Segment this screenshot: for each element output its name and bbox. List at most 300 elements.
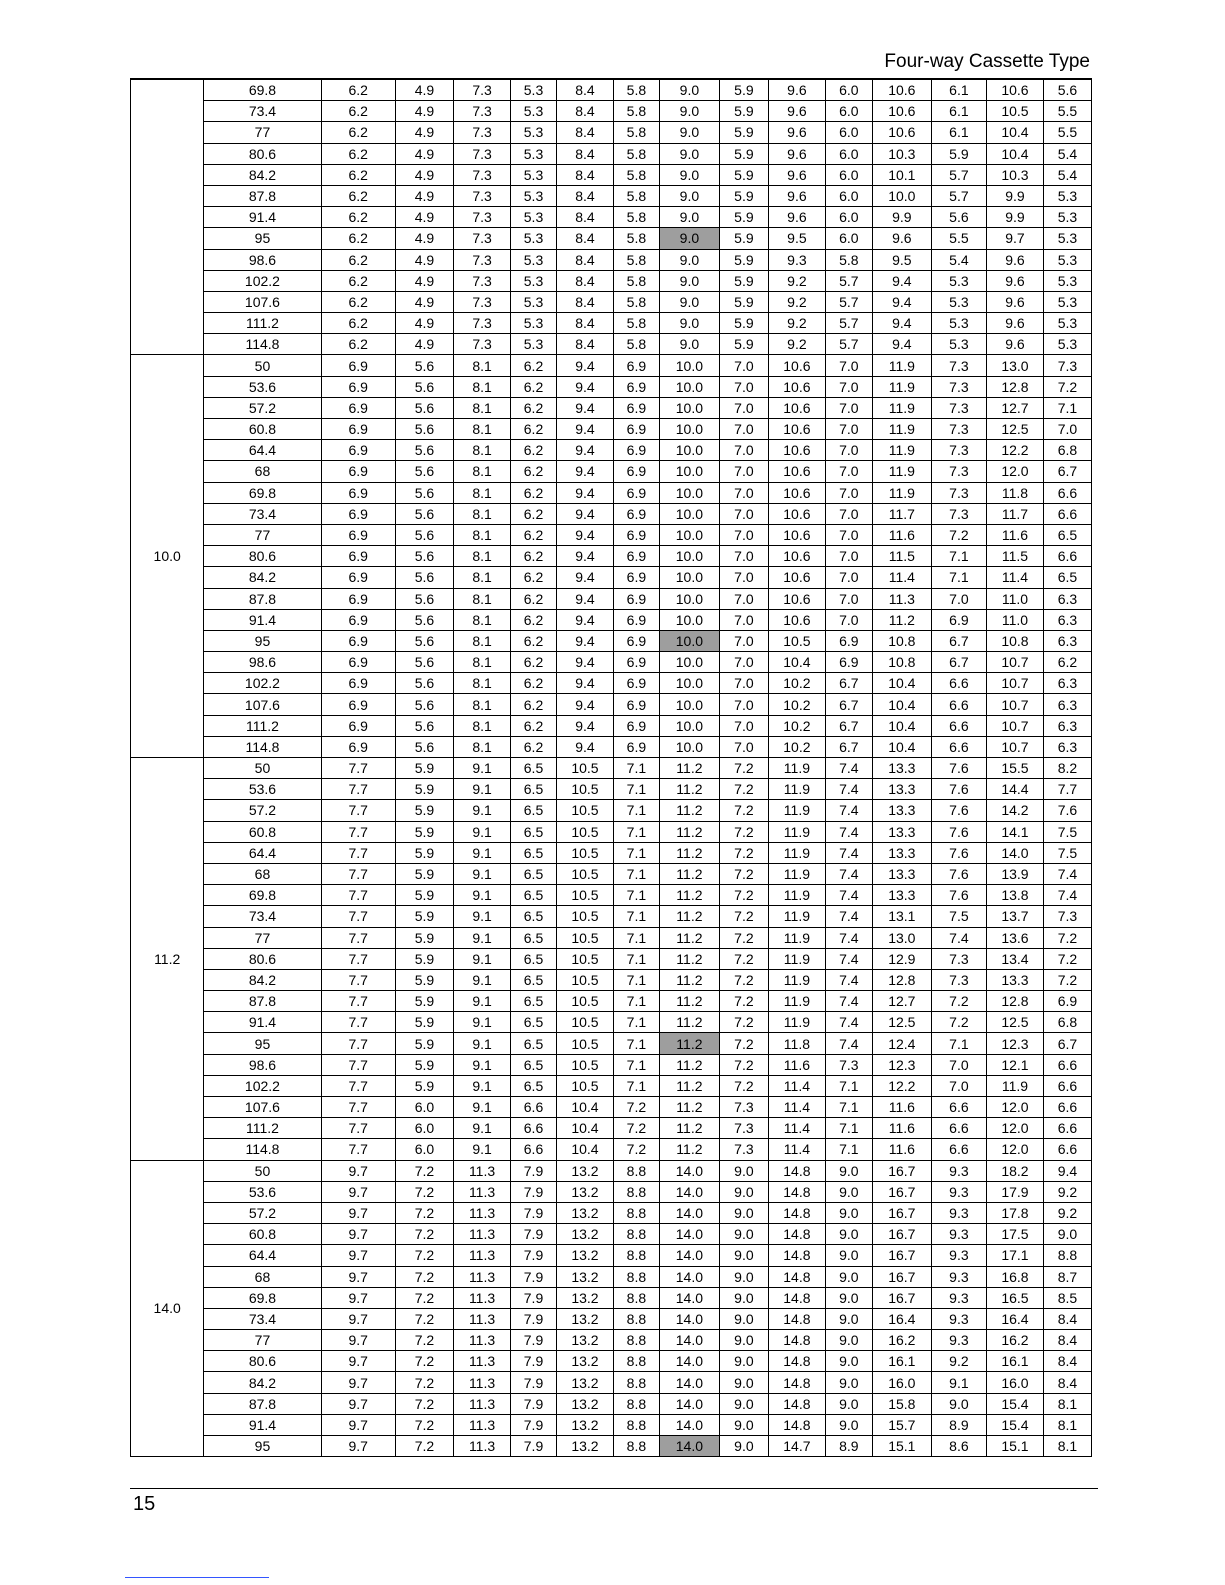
value-cell: 16.8 bbox=[986, 1266, 1043, 1287]
value-cell: 7.0 bbox=[825, 503, 872, 524]
value-cell: 10.6 bbox=[872, 101, 931, 122]
value-cell: 6.9 bbox=[613, 419, 659, 440]
value-cell: 13.3 bbox=[986, 969, 1043, 990]
temperature-cell: 91.4 bbox=[204, 207, 321, 228]
value-cell: 11.9 bbox=[872, 397, 931, 418]
value-cell: 6.9 bbox=[321, 397, 395, 418]
value-cell: 7.0 bbox=[719, 736, 768, 757]
value-cell: 11.2 bbox=[659, 1075, 719, 1096]
value-cell: 7.7 bbox=[321, 1054, 395, 1075]
temperature-cell: 95 bbox=[204, 630, 321, 651]
table-row bbox=[131, 376, 1092, 397]
value-cell: 7.3 bbox=[931, 355, 986, 376]
value-cell: 5.7 bbox=[931, 185, 986, 206]
value-cell: 8.8 bbox=[613, 1224, 659, 1245]
value-cell: 10.4 bbox=[556, 1118, 613, 1139]
value-cell: 6.9 bbox=[321, 609, 395, 630]
value-cell: 15.8 bbox=[872, 1393, 931, 1414]
value-cell: 9.0 bbox=[825, 1330, 872, 1351]
value-cell: 6.3 bbox=[1043, 609, 1091, 630]
value-cell: 6.0 bbox=[825, 122, 872, 143]
value-cell: 9.0 bbox=[659, 207, 719, 228]
temperature-cell: 60.8 bbox=[204, 821, 321, 842]
value-cell: 6.5 bbox=[511, 885, 557, 906]
value-cell: 11.9 bbox=[986, 1075, 1043, 1096]
value-cell: 9.1 bbox=[931, 1372, 986, 1393]
value-cell: 8.1 bbox=[454, 652, 511, 673]
value-cell: 11.3 bbox=[454, 1351, 511, 1372]
value-cell: 5.6 bbox=[395, 397, 453, 418]
value-cell: 7.3 bbox=[454, 313, 511, 334]
value-cell: 10.6 bbox=[768, 546, 825, 567]
value-cell: 9.4 bbox=[556, 461, 613, 482]
value-cell: 8.1 bbox=[454, 461, 511, 482]
value-cell: 7.1 bbox=[613, 927, 659, 948]
value-cell: 15.4 bbox=[986, 1393, 1043, 1414]
value-cell: 10.0 bbox=[659, 609, 719, 630]
value-cell: 9.4 bbox=[556, 588, 613, 609]
value-cell: 6.6 bbox=[1043, 1118, 1091, 1139]
value-cell: 11.3 bbox=[454, 1287, 511, 1308]
value-cell: 7.0 bbox=[825, 588, 872, 609]
value-cell: 12.8 bbox=[872, 969, 931, 990]
value-cell: 6.2 bbox=[321, 164, 395, 185]
table-row bbox=[131, 524, 1092, 545]
value-cell: 9.4 bbox=[872, 270, 931, 291]
value-cell: 10.4 bbox=[872, 715, 931, 736]
value-cell: 7.1 bbox=[825, 1075, 872, 1096]
value-cell: 4.9 bbox=[395, 207, 453, 228]
table-row bbox=[131, 1287, 1092, 1308]
value-cell: 7.7 bbox=[321, 1118, 395, 1139]
value-cell: 16.2 bbox=[872, 1330, 931, 1351]
value-cell: 6.9 bbox=[321, 715, 395, 736]
value-cell: 9.0 bbox=[719, 1224, 768, 1245]
value-cell: 6.5 bbox=[511, 1075, 557, 1096]
value-cell: 4.9 bbox=[395, 249, 453, 270]
value-cell: 7.2 bbox=[395, 1202, 453, 1223]
value-cell: 11.2 bbox=[659, 969, 719, 990]
value-cell: 13.2 bbox=[556, 1181, 613, 1202]
value-cell: 5.5 bbox=[931, 228, 986, 249]
value-cell: 5.6 bbox=[395, 376, 453, 397]
value-cell: 5.9 bbox=[719, 228, 768, 249]
value-cell: 5.6 bbox=[395, 461, 453, 482]
value-cell: 12.3 bbox=[872, 1054, 931, 1075]
value-cell: 9.6 bbox=[986, 249, 1043, 270]
value-cell: 11.9 bbox=[872, 482, 931, 503]
value-cell: 9.6 bbox=[768, 143, 825, 164]
value-cell: 7.2 bbox=[719, 906, 768, 927]
value-cell: 5.7 bbox=[825, 313, 872, 334]
value-cell: 11.6 bbox=[872, 524, 931, 545]
value-cell: 11.2 bbox=[659, 779, 719, 800]
table-row bbox=[131, 1075, 1092, 1096]
value-cell: 9.0 bbox=[659, 185, 719, 206]
performance-table bbox=[130, 78, 1092, 1457]
value-cell: 9.1 bbox=[454, 1012, 511, 1033]
value-cell: 4.9 bbox=[395, 79, 453, 101]
value-cell: 11.4 bbox=[872, 567, 931, 588]
value-cell: 11.8 bbox=[986, 482, 1043, 503]
value-cell: 11.3 bbox=[872, 588, 931, 609]
value-cell: 13.2 bbox=[556, 1245, 613, 1266]
value-cell: 9.1 bbox=[454, 1054, 511, 1075]
value-cell: 7.2 bbox=[719, 991, 768, 1012]
value-cell: 11.2 bbox=[659, 1097, 719, 1118]
value-cell: 6.7 bbox=[1043, 461, 1091, 482]
table-row bbox=[131, 1351, 1092, 1372]
temperature-cell: 53.6 bbox=[204, 1181, 321, 1202]
value-cell: 10.6 bbox=[768, 440, 825, 461]
value-cell: 11.6 bbox=[768, 1054, 825, 1075]
value-cell: 14.8 bbox=[768, 1308, 825, 1329]
value-cell: 10.7 bbox=[986, 652, 1043, 673]
value-cell: 7.7 bbox=[321, 821, 395, 842]
temperature-cell: 114.8 bbox=[204, 736, 321, 757]
value-cell: 7.7 bbox=[321, 758, 395, 779]
value-cell: 7.7 bbox=[321, 948, 395, 969]
value-cell: 6.2 bbox=[321, 291, 395, 312]
value-cell: 6.9 bbox=[321, 630, 395, 651]
value-cell: 9.6 bbox=[768, 122, 825, 143]
table-row bbox=[131, 1414, 1092, 1435]
value-cell: 5.9 bbox=[719, 313, 768, 334]
value-cell: 6.7 bbox=[931, 652, 986, 673]
value-cell: 6.9 bbox=[321, 376, 395, 397]
value-cell: 4.9 bbox=[395, 164, 453, 185]
value-cell: 7.3 bbox=[719, 1097, 768, 1118]
value-cell: 6.5 bbox=[511, 779, 557, 800]
value-cell: 10.0 bbox=[659, 524, 719, 545]
value-cell: 5.3 bbox=[511, 122, 557, 143]
footer-rule bbox=[130, 1488, 1098, 1489]
value-cell: 7.2 bbox=[613, 1139, 659, 1160]
value-cell: 5.3 bbox=[1043, 207, 1091, 228]
value-cell: 7.4 bbox=[825, 1033, 872, 1054]
value-cell: 11.9 bbox=[768, 863, 825, 884]
value-cell: 17.8 bbox=[986, 1202, 1043, 1223]
temperature-cell: 87.8 bbox=[204, 991, 321, 1012]
value-cell: 7.1 bbox=[931, 546, 986, 567]
value-cell: 6.6 bbox=[1043, 482, 1091, 503]
value-cell: 6.0 bbox=[825, 185, 872, 206]
value-cell: 7.1 bbox=[613, 948, 659, 969]
value-cell: 8.1 bbox=[1043, 1436, 1091, 1457]
value-cell: 10.4 bbox=[872, 694, 931, 715]
value-cell: 10.6 bbox=[768, 567, 825, 588]
value-cell: 11.9 bbox=[768, 948, 825, 969]
value-cell: 10.3 bbox=[872, 143, 931, 164]
value-cell: 11.3 bbox=[454, 1181, 511, 1202]
value-cell: 6.5 bbox=[1043, 567, 1091, 588]
value-cell: 10.0 bbox=[659, 652, 719, 673]
value-cell: 14.8 bbox=[768, 1160, 825, 1181]
value-cell: 8.9 bbox=[825, 1436, 872, 1457]
value-cell: 11.3 bbox=[454, 1308, 511, 1329]
value-cell: 5.8 bbox=[613, 101, 659, 122]
value-cell: 7.2 bbox=[395, 1160, 453, 1181]
value-cell: 6.9 bbox=[1043, 991, 1091, 1012]
value-cell: 14.0 bbox=[659, 1414, 719, 1435]
value-cell: 11.9 bbox=[768, 906, 825, 927]
value-cell: 7.0 bbox=[931, 588, 986, 609]
temperature-cell: 107.6 bbox=[204, 694, 321, 715]
value-cell: 14.2 bbox=[986, 800, 1043, 821]
value-cell: 8.8 bbox=[613, 1414, 659, 1435]
value-cell: 7.1 bbox=[613, 1012, 659, 1033]
value-cell: 6.9 bbox=[321, 482, 395, 503]
value-cell: 7.2 bbox=[395, 1245, 453, 1266]
value-cell: 5.3 bbox=[1043, 313, 1091, 334]
value-cell: 7.9 bbox=[511, 1414, 557, 1435]
table-row bbox=[131, 291, 1092, 312]
value-cell: 7.3 bbox=[931, 948, 986, 969]
value-cell: 11.6 bbox=[872, 1097, 931, 1118]
value-cell: 6.8 bbox=[1043, 1012, 1091, 1033]
value-cell: 10.5 bbox=[556, 758, 613, 779]
value-cell: 7.2 bbox=[395, 1266, 453, 1287]
temperature-cell: 50 bbox=[204, 1160, 321, 1181]
value-cell: 5.6 bbox=[395, 567, 453, 588]
value-cell: 5.3 bbox=[931, 313, 986, 334]
value-cell: 10.0 bbox=[659, 630, 719, 651]
value-cell: 11.2 bbox=[872, 609, 931, 630]
value-cell: 5.6 bbox=[395, 355, 453, 376]
value-cell: 7.0 bbox=[719, 482, 768, 503]
temperature-cell: 73.4 bbox=[204, 101, 321, 122]
value-cell: 9.1 bbox=[454, 758, 511, 779]
value-cell: 7.5 bbox=[931, 906, 986, 927]
value-cell: 8.8 bbox=[613, 1181, 659, 1202]
value-cell: 14.0 bbox=[659, 1287, 719, 1308]
value-cell: 7.9 bbox=[511, 1393, 557, 1414]
value-cell: 8.1 bbox=[454, 694, 511, 715]
temperature-cell: 69.8 bbox=[204, 1287, 321, 1308]
value-cell: 14.8 bbox=[768, 1330, 825, 1351]
value-cell: 6.8 bbox=[1043, 440, 1091, 461]
value-cell: 9.0 bbox=[825, 1393, 872, 1414]
value-cell: 7.3 bbox=[454, 164, 511, 185]
value-cell: 9.3 bbox=[931, 1287, 986, 1308]
temperature-cell: 73.4 bbox=[204, 1308, 321, 1329]
value-cell: 9.2 bbox=[768, 291, 825, 312]
value-cell: 7.4 bbox=[825, 1012, 872, 1033]
value-cell: 11.3 bbox=[454, 1266, 511, 1287]
value-cell: 10.6 bbox=[768, 461, 825, 482]
value-cell: 6.5 bbox=[511, 927, 557, 948]
value-cell: 6.9 bbox=[613, 524, 659, 545]
value-cell: 9.4 bbox=[872, 313, 931, 334]
value-cell: 11.9 bbox=[872, 419, 931, 440]
value-cell: 5.8 bbox=[613, 79, 659, 101]
temperature-cell: 69.8 bbox=[204, 482, 321, 503]
value-cell: 11.2 bbox=[659, 1139, 719, 1160]
table-row bbox=[131, 461, 1092, 482]
value-cell: 5.3 bbox=[1043, 270, 1091, 291]
temperature-cell: 57.2 bbox=[204, 800, 321, 821]
table-row bbox=[131, 355, 1092, 376]
value-cell: 7.9 bbox=[511, 1351, 557, 1372]
value-cell: 11.5 bbox=[872, 546, 931, 567]
value-cell: 6.2 bbox=[511, 630, 557, 651]
temperature-cell: 98.6 bbox=[204, 652, 321, 673]
value-cell: 6.0 bbox=[825, 207, 872, 228]
value-cell: 13.2 bbox=[556, 1224, 613, 1245]
value-cell: 6.9 bbox=[931, 609, 986, 630]
value-cell: 8.6 bbox=[931, 1436, 986, 1457]
page-number: 15 bbox=[133, 1493, 156, 1515]
value-cell: 6.9 bbox=[613, 736, 659, 757]
value-cell: 12.8 bbox=[986, 376, 1043, 397]
temperature-cell: 87.8 bbox=[204, 588, 321, 609]
value-cell: 5.6 bbox=[395, 440, 453, 461]
value-cell: 6.3 bbox=[1043, 715, 1091, 736]
value-cell: 9.3 bbox=[768, 249, 825, 270]
value-cell: 7.1 bbox=[613, 1054, 659, 1075]
value-cell: 7.0 bbox=[719, 715, 768, 736]
value-cell: 9.6 bbox=[768, 101, 825, 122]
value-cell: 11.9 bbox=[872, 355, 931, 376]
value-cell: 7.9 bbox=[511, 1372, 557, 1393]
value-cell: 9.0 bbox=[825, 1351, 872, 1372]
value-cell: 8.8 bbox=[613, 1372, 659, 1393]
value-cell: 5.6 bbox=[395, 736, 453, 757]
value-cell: 7.3 bbox=[1043, 906, 1091, 927]
value-cell: 9.7 bbox=[321, 1351, 395, 1372]
value-cell: 6.6 bbox=[931, 715, 986, 736]
value-cell: 9.7 bbox=[321, 1414, 395, 1435]
value-cell: 9.0 bbox=[719, 1351, 768, 1372]
value-cell: 6.9 bbox=[825, 652, 872, 673]
value-cell: 6.9 bbox=[613, 546, 659, 567]
table-row bbox=[131, 503, 1092, 524]
value-cell: 7.1 bbox=[613, 906, 659, 927]
value-cell: 9.4 bbox=[872, 334, 931, 355]
table-row bbox=[131, 948, 1092, 969]
value-cell: 7.1 bbox=[613, 969, 659, 990]
value-cell: 7.2 bbox=[719, 863, 768, 884]
value-cell: 9.4 bbox=[556, 673, 613, 694]
value-cell: 13.0 bbox=[872, 927, 931, 948]
value-cell: 7.0 bbox=[825, 355, 872, 376]
value-cell: 13.2 bbox=[556, 1160, 613, 1181]
table-row bbox=[131, 1118, 1092, 1139]
value-cell: 9.6 bbox=[768, 185, 825, 206]
value-cell: 4.9 bbox=[395, 101, 453, 122]
value-cell: 9.0 bbox=[825, 1266, 872, 1287]
value-cell: 7.0 bbox=[719, 524, 768, 545]
value-cell: 9.4 bbox=[556, 524, 613, 545]
value-cell: 7.3 bbox=[454, 228, 511, 249]
value-cell: 6.2 bbox=[321, 101, 395, 122]
value-cell: 7.4 bbox=[825, 779, 872, 800]
value-cell: 6.9 bbox=[613, 461, 659, 482]
value-cell: 11.3 bbox=[454, 1393, 511, 1414]
value-cell: 13.2 bbox=[556, 1308, 613, 1329]
value-cell: 9.0 bbox=[719, 1181, 768, 1202]
value-cell: 5.4 bbox=[1043, 164, 1091, 185]
value-cell: 6.2 bbox=[511, 736, 557, 757]
value-cell: 9.9 bbox=[872, 207, 931, 228]
value-cell: 7.6 bbox=[931, 863, 986, 884]
value-cell: 5.9 bbox=[395, 1012, 453, 1033]
value-cell: 6.6 bbox=[511, 1118, 557, 1139]
table-row bbox=[131, 1054, 1092, 1075]
value-cell: 6.3 bbox=[1043, 736, 1091, 757]
value-cell: 7.0 bbox=[825, 524, 872, 545]
value-cell: 7.3 bbox=[931, 482, 986, 503]
table-row bbox=[131, 906, 1092, 927]
value-cell: 17.9 bbox=[986, 1181, 1043, 1202]
table-row bbox=[131, 1308, 1092, 1329]
value-cell: 6.9 bbox=[613, 503, 659, 524]
value-cell: 5.9 bbox=[719, 207, 768, 228]
value-cell: 7.7 bbox=[321, 842, 395, 863]
value-cell: 8.4 bbox=[556, 334, 613, 355]
value-cell: 8.1 bbox=[454, 609, 511, 630]
value-cell: 8.4 bbox=[556, 185, 613, 206]
value-cell: 5.8 bbox=[613, 122, 659, 143]
value-cell: 13.3 bbox=[872, 800, 931, 821]
value-cell: 6.6 bbox=[931, 694, 986, 715]
value-cell: 11.2 bbox=[659, 758, 719, 779]
value-cell: 11.3 bbox=[454, 1245, 511, 1266]
value-cell: 7.4 bbox=[1043, 863, 1091, 884]
value-cell: 10.0 bbox=[659, 397, 719, 418]
value-cell: 13.0 bbox=[986, 355, 1043, 376]
value-cell: 14.8 bbox=[768, 1372, 825, 1393]
value-cell: 14.0 bbox=[659, 1308, 719, 1329]
value-cell: 7.3 bbox=[1043, 355, 1091, 376]
value-cell: 6.2 bbox=[321, 122, 395, 143]
value-cell: 6.2 bbox=[511, 419, 557, 440]
value-cell: 5.3 bbox=[511, 334, 557, 355]
value-cell: 10.5 bbox=[556, 927, 613, 948]
value-cell: 9.2 bbox=[768, 313, 825, 334]
value-cell: 13.3 bbox=[872, 758, 931, 779]
value-cell: 11.9 bbox=[872, 461, 931, 482]
value-cell: 9.4 bbox=[556, 546, 613, 567]
value-cell: 11.2 bbox=[659, 927, 719, 948]
temperature-cell: 60.8 bbox=[204, 419, 321, 440]
temperature-cell: 53.6 bbox=[204, 779, 321, 800]
value-cell: 7.7 bbox=[321, 991, 395, 1012]
value-cell: 5.8 bbox=[613, 185, 659, 206]
table-row bbox=[131, 207, 1092, 228]
value-cell: 7.3 bbox=[454, 270, 511, 291]
value-cell: 5.3 bbox=[511, 291, 557, 312]
value-cell: 6.5 bbox=[511, 969, 557, 990]
value-cell: 14.0 bbox=[659, 1436, 719, 1457]
value-cell: 12.0 bbox=[986, 1139, 1043, 1160]
value-cell: 11.2 bbox=[659, 948, 719, 969]
value-cell: 9.4 bbox=[556, 419, 613, 440]
value-cell: 10.5 bbox=[556, 991, 613, 1012]
value-cell: 9.6 bbox=[768, 207, 825, 228]
temperature-cell: 64.4 bbox=[204, 1245, 321, 1266]
value-cell: 6.2 bbox=[511, 355, 557, 376]
value-cell: 6.7 bbox=[931, 630, 986, 651]
value-cell: 13.2 bbox=[556, 1330, 613, 1351]
value-cell: 6.5 bbox=[511, 863, 557, 884]
value-cell: 12.0 bbox=[986, 1118, 1043, 1139]
value-cell: 7.2 bbox=[719, 927, 768, 948]
value-cell: 4.9 bbox=[395, 122, 453, 143]
value-cell: 8.1 bbox=[454, 546, 511, 567]
value-cell: 8.8 bbox=[613, 1393, 659, 1414]
value-cell: 9.0 bbox=[659, 101, 719, 122]
